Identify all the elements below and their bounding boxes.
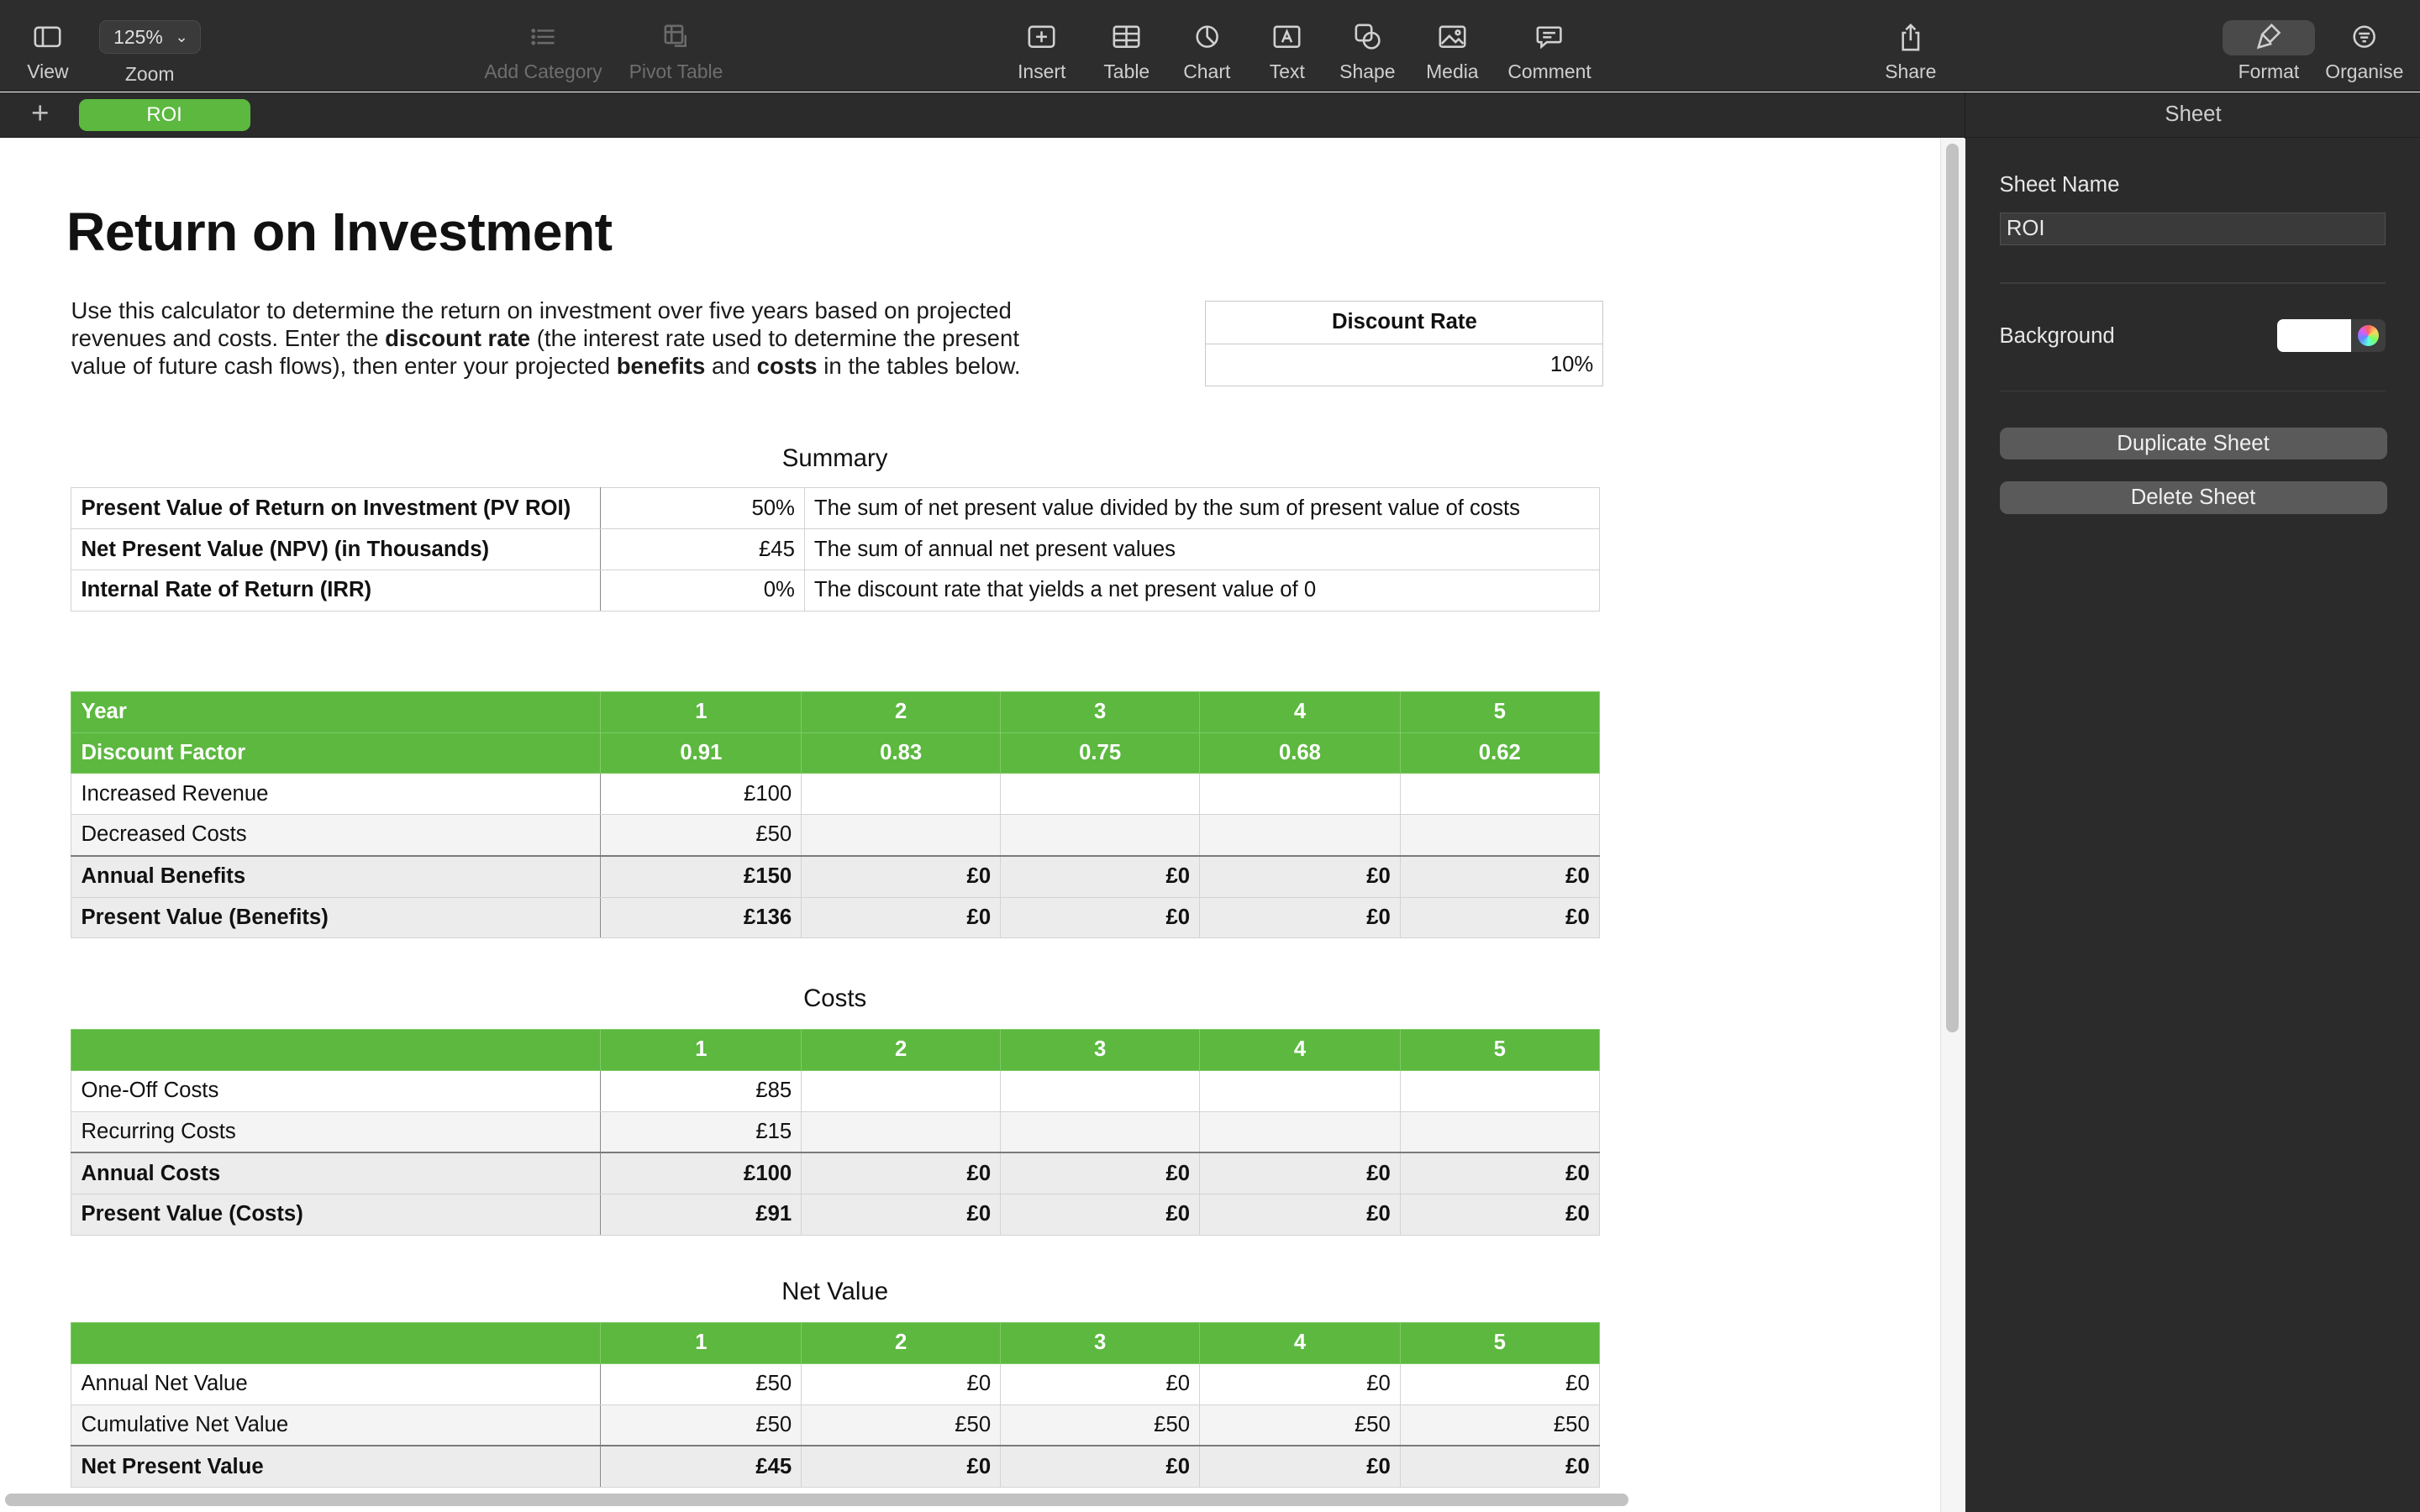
table-cell[interactable]: £0 bbox=[1001, 1363, 1200, 1404]
header-row bbox=[71, 691, 1599, 732]
discount-rate-header[interactable]: Discount Rate bbox=[1206, 302, 1603, 344]
net-value-table bbox=[71, 1322, 1599, 1488]
table-cell[interactable]: £150 bbox=[601, 856, 802, 897]
comment-label: Comment bbox=[1507, 60, 1591, 82]
divider bbox=[2000, 282, 2386, 284]
tab-roi[interactable]: ROI bbox=[79, 99, 250, 132]
pivot-table-icon bbox=[664, 22, 688, 53]
intro-bold-benefits: benefits bbox=[616, 352, 706, 379]
table-row bbox=[71, 529, 1599, 570]
table-cell[interactable]: £0 bbox=[1001, 856, 1200, 897]
view-label: View bbox=[27, 60, 69, 82]
table-cell[interactable]: £0 bbox=[1200, 1152, 1401, 1194]
organise-button[interactable] bbox=[2321, 0, 2407, 91]
shape-label: Shape bbox=[1339, 60, 1396, 82]
divider bbox=[2000, 391, 2386, 392]
table-cell[interactable] bbox=[802, 774, 1001, 815]
text-label: Text bbox=[1269, 60, 1305, 82]
table-cell[interactable]: Decreased Costs bbox=[71, 815, 601, 856]
header-cell[interactable]: 4 bbox=[1200, 691, 1401, 732]
header-cell[interactable] bbox=[71, 1030, 601, 1071]
table-cell[interactable] bbox=[1400, 774, 1599, 815]
organise-label: Organise bbox=[2325, 60, 2404, 82]
table-cell[interactable]: £0 bbox=[1200, 856, 1401, 897]
header-cell[interactable]: 0.83 bbox=[802, 732, 1001, 774]
table-cell[interactable]: £0 bbox=[1200, 1363, 1401, 1404]
table-cell[interactable]: The sum of net present value divided by the sum of present value of costs bbox=[804, 488, 1599, 529]
table-cell[interactable] bbox=[1200, 815, 1401, 856]
sidebar-icon bbox=[34, 22, 61, 53]
intro-segment: Use this calculator to determine the return on investment over five years based on projected revenues and costs. Enter the bbox=[71, 297, 1012, 351]
intro-segment: (the interest rate used to determine the present value of future cash flows), then enter your projected bbox=[71, 324, 1019, 379]
table-cell[interactable]: £50 bbox=[1400, 1404, 1599, 1446]
table-cell[interactable]: The sum of annual net present values bbox=[804, 529, 1599, 570]
header-cell[interactable]: 3 bbox=[1001, 1323, 1200, 1364]
horizontal-scrollbar[interactable] bbox=[5, 1494, 1628, 1506]
table-cell[interactable]: Present Value (Benefits) bbox=[71, 897, 601, 938]
table-row bbox=[71, 1446, 1599, 1487]
add-category-label: Add Category bbox=[484, 60, 602, 82]
table-cell[interactable]: £0 bbox=[1400, 1363, 1599, 1404]
media-label: Media bbox=[1426, 60, 1479, 82]
table-cell[interactable]: £0 bbox=[1200, 1194, 1401, 1236]
inspector-title: Sheet bbox=[1965, 92, 2420, 138]
header-cell[interactable]: 5 bbox=[1400, 1030, 1599, 1071]
table-cell[interactable]: Recurring Costs bbox=[71, 1111, 601, 1152]
pivot-table-label: Pivot Table bbox=[629, 60, 723, 82]
table-row bbox=[71, 1363, 1599, 1404]
table-cell[interactable] bbox=[802, 815, 1001, 856]
toolbar bbox=[0, 0, 2420, 92]
format-label: Format bbox=[2238, 60, 2300, 82]
add-category-button[interactable] bbox=[478, 0, 608, 91]
table-cell[interactable]: The discount rate that yields a net present value of 0 bbox=[804, 570, 1599, 611]
table-cell[interactable]: £0 bbox=[1001, 1194, 1200, 1236]
costs-title[interactable]: Costs bbox=[803, 984, 867, 1012]
table-cell[interactable]: £91 bbox=[601, 1194, 802, 1236]
share-label: Share bbox=[1885, 60, 1937, 82]
shape-icon bbox=[1355, 22, 1381, 53]
background-label: Background bbox=[1999, 323, 2115, 348]
summary-title[interactable]: Summary bbox=[781, 444, 888, 472]
table-cell[interactable]: £0 bbox=[802, 1363, 1001, 1404]
view-button[interactable] bbox=[18, 0, 77, 91]
insert-label: Insert bbox=[1018, 60, 1066, 82]
vertical-scrollbar[interactable] bbox=[1946, 144, 1959, 1032]
table-cell[interactable] bbox=[1400, 1070, 1599, 1111]
table-cell[interactable] bbox=[802, 1070, 1001, 1111]
table-cell[interactable]: £0 bbox=[802, 856, 1001, 897]
header-cell[interactable]: 3 bbox=[1001, 1030, 1200, 1071]
table-cell[interactable] bbox=[1001, 815, 1200, 856]
table-cell[interactable]: Annual Costs bbox=[71, 1152, 601, 1194]
media-button[interactable] bbox=[1420, 0, 1485, 91]
header-cell[interactable]: 5 bbox=[1400, 1323, 1599, 1364]
header-row bbox=[71, 1030, 1599, 1071]
table-cell[interactable] bbox=[1400, 815, 1599, 856]
table-cell[interactable] bbox=[1400, 1111, 1599, 1152]
table-button[interactable] bbox=[1096, 0, 1157, 91]
chart-label: Chart bbox=[1183, 60, 1231, 82]
benefits-table bbox=[71, 691, 1599, 939]
header-cell[interactable]: 5 bbox=[1400, 691, 1599, 732]
table-cell[interactable]: £0 bbox=[1200, 1446, 1401, 1487]
table-cell[interactable]: £50 bbox=[601, 1363, 802, 1404]
table-cell[interactable]: £0 bbox=[1400, 897, 1599, 938]
table-cell[interactable]: Annual Benefits bbox=[71, 856, 601, 897]
table-cell[interactable] bbox=[1001, 774, 1200, 815]
list-icon bbox=[531, 22, 555, 53]
table-cell[interactable]: £0 bbox=[802, 897, 1001, 938]
table-row bbox=[71, 815, 1599, 856]
table-cell[interactable] bbox=[1001, 1111, 1200, 1152]
table-cell[interactable]: £0 bbox=[1200, 897, 1401, 938]
header-cell[interactable] bbox=[71, 1323, 601, 1364]
table-cell[interactable]: Internal Rate of Return (IRR) bbox=[71, 570, 601, 611]
header-row bbox=[71, 1323, 1599, 1364]
table-cell[interactable]: £0 bbox=[1400, 1194, 1599, 1236]
text-button[interactable] bbox=[1260, 0, 1315, 91]
sheet-tab-bar bbox=[0, 92, 1965, 138]
table-cell[interactable]: £0 bbox=[802, 1152, 1001, 1194]
share-button[interactable] bbox=[1880, 0, 1941, 91]
comment-icon bbox=[1536, 22, 1562, 53]
table-row bbox=[71, 570, 1599, 611]
table-cell[interactable]: £50 bbox=[601, 1404, 802, 1446]
format-button[interactable] bbox=[2232, 0, 2306, 91]
table-cell[interactable]: £0 bbox=[1400, 1446, 1599, 1487]
table-cell[interactable]: £100 bbox=[601, 1152, 802, 1194]
table-cell[interactable]: Annual Net Value bbox=[71, 1363, 601, 1404]
table-cell[interactable]: One-Off Costs bbox=[71, 1070, 601, 1111]
table-cell[interactable]: £50 bbox=[802, 1404, 1001, 1446]
zoom-value: 125% bbox=[113, 25, 163, 48]
header-cell[interactable]: 4 bbox=[1200, 1030, 1401, 1071]
table-cell[interactable]: Net Present Value bbox=[71, 1446, 601, 1487]
chart-button[interactable] bbox=[1176, 0, 1238, 91]
text-box-icon bbox=[1273, 22, 1301, 53]
header-cell[interactable]: 2 bbox=[802, 1323, 1001, 1364]
table-cell[interactable]: £15 bbox=[601, 1111, 802, 1152]
table-cell[interactable] bbox=[1001, 1070, 1200, 1111]
insert-button[interactable] bbox=[1009, 0, 1074, 91]
table-cell[interactable]: £0 bbox=[802, 1446, 1001, 1487]
insert-icon bbox=[1028, 22, 1055, 53]
header-cell[interactable]: 1 bbox=[601, 691, 802, 732]
table-cell[interactable]: £50 bbox=[601, 815, 802, 856]
table-cell[interactable]: £45 bbox=[601, 529, 804, 570]
table-cell[interactable]: £0 bbox=[802, 1194, 1001, 1236]
header-cell[interactable]: 3 bbox=[1001, 691, 1200, 732]
paintbrush-icon bbox=[2256, 22, 2281, 53]
table-row bbox=[71, 897, 1599, 938]
table-cell[interactable]: £50 bbox=[1001, 1404, 1200, 1446]
header-cell[interactable]: 2 bbox=[802, 691, 1001, 732]
color-wheel-icon[interactable] bbox=[2351, 319, 2385, 352]
table-row bbox=[71, 774, 1599, 815]
table-cell[interactable]: £0 bbox=[1001, 897, 1200, 938]
header-cell[interactable]: 0.91 bbox=[601, 732, 802, 774]
table-cell[interactable] bbox=[1200, 1111, 1401, 1152]
table-row bbox=[71, 1070, 1599, 1111]
table-cell[interactable]: 50% bbox=[601, 488, 804, 529]
duplicate-sheet-button[interactable]: Duplicate Sheet bbox=[2000, 428, 2387, 460]
zoom-label: Zoom bbox=[124, 63, 175, 86]
header-row bbox=[71, 732, 1599, 774]
share-icon bbox=[1900, 22, 1922, 53]
summary-table bbox=[71, 487, 1599, 611]
table-cell[interactable] bbox=[1200, 774, 1401, 815]
sheet-name-label: Sheet Name bbox=[1999, 172, 2120, 197]
shape-button[interactable] bbox=[1334, 0, 1402, 91]
header-cell[interactable]: 0.62 bbox=[1400, 732, 1599, 774]
costs-table bbox=[71, 1029, 1599, 1236]
table-cell[interactable]: £0 bbox=[1001, 1152, 1200, 1194]
pivot-table-button[interactable] bbox=[623, 0, 729, 91]
table-row bbox=[71, 1152, 1599, 1194]
table-row bbox=[71, 488, 1599, 529]
table-cell[interactable] bbox=[802, 1111, 1001, 1152]
table-cell[interactable]: Present Value (Costs) bbox=[71, 1194, 601, 1236]
header-cell[interactable]: Discount Factor bbox=[71, 732, 601, 774]
table-row bbox=[71, 1194, 1599, 1236]
table-row bbox=[71, 1111, 1599, 1152]
table-cell[interactable] bbox=[1200, 1070, 1401, 1111]
add-sheet-icon[interactable]: + bbox=[31, 95, 50, 130]
table-cell[interactable]: £0 bbox=[1400, 856, 1599, 897]
header-cell[interactable]: 0.75 bbox=[1001, 732, 1200, 774]
table-cell[interactable]: £45 bbox=[601, 1446, 802, 1487]
table-cell[interactable]: £100 bbox=[601, 774, 802, 815]
intro-segment: and bbox=[705, 352, 757, 379]
chart-icon bbox=[1195, 22, 1219, 53]
organise-icon bbox=[2352, 22, 2376, 53]
header-cell[interactable]: 1 bbox=[601, 1030, 802, 1071]
table-row bbox=[71, 1404, 1599, 1446]
table-cell[interactable]: £85 bbox=[601, 1070, 802, 1111]
format-inspector bbox=[1965, 92, 2420, 1512]
table-cell[interactable]: Present Value of Return on Investment (PV ROI) bbox=[71, 488, 601, 529]
comment-button[interactable] bbox=[1503, 0, 1596, 91]
discount-rate-table bbox=[1205, 301, 1603, 386]
table-cell[interactable]: £0 bbox=[1400, 1152, 1599, 1194]
header-cell[interactable]: 1 bbox=[601, 1323, 802, 1364]
header-cell[interactable]: 0.68 bbox=[1200, 732, 1401, 774]
document-title[interactable]: Return on Investment bbox=[66, 201, 613, 262]
sheet-name-field[interactable] bbox=[2000, 213, 2386, 245]
table-row bbox=[71, 856, 1599, 897]
chevron-down-icon: ⌄ bbox=[175, 28, 188, 46]
delete-sheet-button[interactable]: Delete Sheet bbox=[2000, 481, 2387, 514]
table-label: Table bbox=[1103, 60, 1150, 82]
header-cell[interactable]: 4 bbox=[1200, 1323, 1401, 1364]
background-color-swatch[interactable] bbox=[2277, 319, 2351, 352]
image-icon bbox=[1439, 22, 1466, 53]
table-cell[interactable]: 0% bbox=[601, 570, 804, 611]
intro-bold-costs: costs bbox=[756, 352, 818, 379]
table-cell[interactable]: £50 bbox=[1200, 1404, 1401, 1446]
table-cell[interactable]: Net Present Value (NPV) (in Thousands) bbox=[71, 529, 601, 570]
discount-rate-cell[interactable]: 10% bbox=[1206, 344, 1603, 386]
net-value-title[interactable]: Net Value bbox=[781, 1277, 889, 1305]
header-cell[interactable]: Year bbox=[71, 691, 601, 732]
table-cell[interactable]: £0 bbox=[1001, 1446, 1200, 1487]
intro-segment: in the tables below. bbox=[817, 352, 1021, 379]
header-cell[interactable]: 2 bbox=[802, 1030, 1001, 1071]
zoom-select[interactable] bbox=[99, 20, 201, 54]
table-cell[interactable]: £136 bbox=[601, 897, 802, 938]
intro-bold-discount-rate: discount rate bbox=[385, 324, 531, 351]
table-cell[interactable]: Cumulative Net Value bbox=[71, 1404, 601, 1446]
table-cell[interactable]: Increased Revenue bbox=[71, 774, 601, 815]
intro-text[interactable] bbox=[71, 297, 1058, 380]
table-icon bbox=[1113, 22, 1140, 53]
